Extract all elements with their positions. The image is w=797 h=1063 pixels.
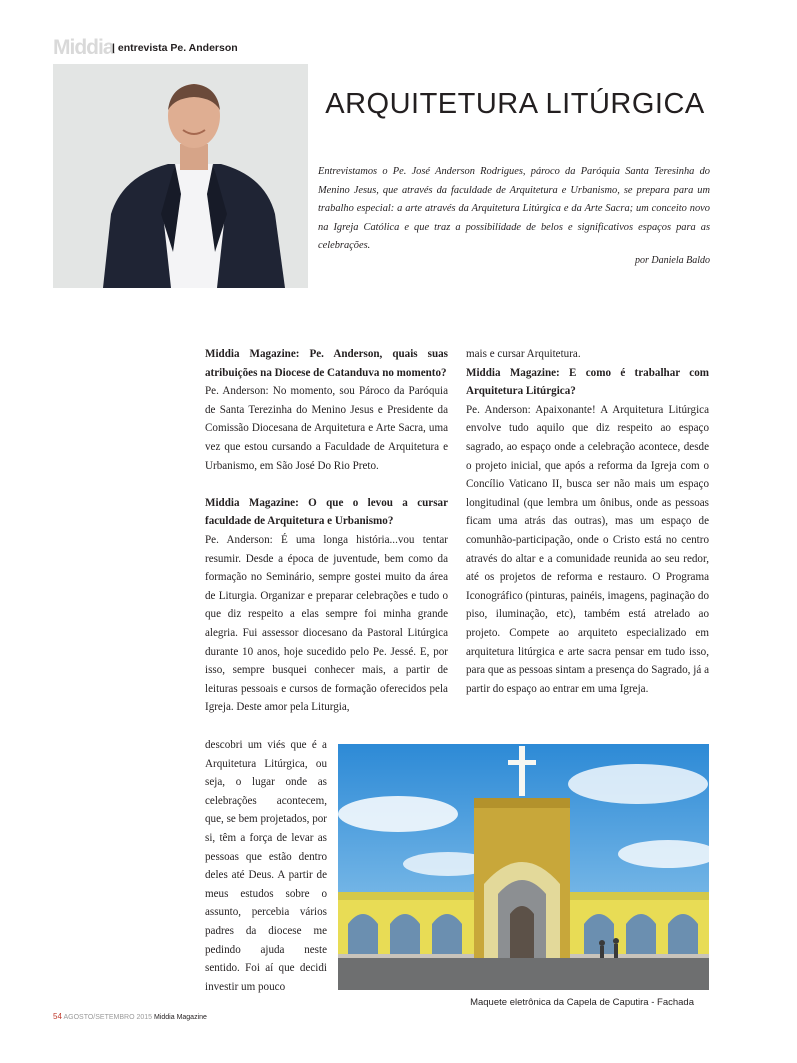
section-label: | entrevista Pe. Anderson [112, 42, 238, 54]
page-number: 54 [53, 1012, 62, 1021]
portrait-photo [53, 64, 308, 288]
chapel-illustration [338, 744, 709, 990]
page-footer [53, 1012, 207, 1021]
chapel-render-image [338, 744, 709, 990]
column-right [466, 345, 709, 698]
column-left [205, 345, 448, 717]
article-title: ARQUITETURA LITÚRGICA [325, 88, 705, 120]
question-2: Middia Magazine: O que o levou a cursar faculdade de Arquitetura e Urbanismo? [205, 496, 448, 528]
magazine-logo: Middia [53, 36, 114, 59]
question-3: Middia Magazine: E como é trabalhar com Arquitetura Litúrgica? [466, 366, 709, 398]
portrait-illustration [53, 64, 308, 288]
answer-2-part-2: descobri um viés que é a Arquitetura Litúrgica, ou seja, o lugar onde as celebrações acontecem, que, se bem projetados, por si, têm a força de levar as pessoas que estão dentro deles até Deus. A partir de meus estudos sobre o assunto, percebia vários padres da diocese me pedindo ajuda neste sentido. Foi aí que decidi investir um pouco [205, 739, 327, 993]
answer-2-part-1: Pe. Anderson: É uma longa história...vou tentar resumir. Desde a época de juventude, bem como da formação no Seminário, sempre gostei muito da área de Liturgia. Organizar e preparar celebrações e tudo o que diz respeito a elas sempre foi minha grande alegria. Fui assessor diocesano da Pastoral Litúrgica durante 10 anos, hoje sucedido pelo Pe. Jessé. E, por isso, sempre busquei conhecer mais, a partir de leituras pessoais e cursos de formação oferecidos pela Igreja. Deste amor pela Liturgia, [205, 533, 448, 714]
article-author: por Daniela Baldo [635, 255, 710, 266]
article-intro: Entrevistamos o Pe. José Anderson Rodrigues, pároco da Paróquia Santa Teresinha do Menino Jesus, que através da faculdade de Arquitetura e Urbanismo, se prepara para um trabalho especial: a arte através da Arquitetura Litúrgica e da Arte Sacra; um conceito novo na Igreja Católica e que traz a possibilidade de belos e significativos espaços para as celebrações. [318, 166, 710, 252]
issue-date: AGOSTO/SETEMBRO 2015 [63, 1014, 153, 1021]
answer-2-part-3: mais e cursar Arquitetura. [466, 348, 581, 360]
answer-1: Pe. Anderson: No momento, sou Pároco da Paróquia de Santa Terezinha do Menino Jesus e Presidente da Comissão Diocesana de Arquitetura e Arte Sacra, uma vez que estou cursando a Faculdade de Arquitetura e Urbanismo, em São José Do Rio Preto. [205, 385, 448, 472]
image-caption: Maquete eletrônica da Capela de Caputira - Fachada [470, 997, 694, 1008]
footer-magazine-name: Middia Magazine [154, 1014, 207, 1021]
column-left-wrap [205, 736, 327, 996]
question-1: Middia Magazine: Pe. Anderson, quais suas atribuições na Diocese de Catanduva no momento? [205, 348, 448, 379]
answer-3: Pe. Anderson: Apaixonante! A Arquitetura Litúrgica envolve tudo aquilo que diz respeito ao espaço sagrado, ao espaço onde a celebração acontece, desde o projeto inicial, que após a reforma da Igreja com o Concílio Vaticano II, busca ser não mais um espaço longitudinal (que lembra um ônibus, onde as pessoas ficam uma atrás das outras), mas um espaço de comunhão-participação, onde o Cristo está no centro através do altar e a comunidade reunida ao seu redor, até os projetos de reforma e restauro. O Programa Iconográfico (pinturas, painéis, imagens, paginação do piso, iluminação, etc), também está atrelado ao projeto. Compete ao arquiteto especializado em arquitetura litúrgica e arte sacra pensar em tudo isso, para que as pessoas sintam a presença do Sagrado, já a partir do espaço ao entrar em uma Igreja. [466, 403, 709, 695]
